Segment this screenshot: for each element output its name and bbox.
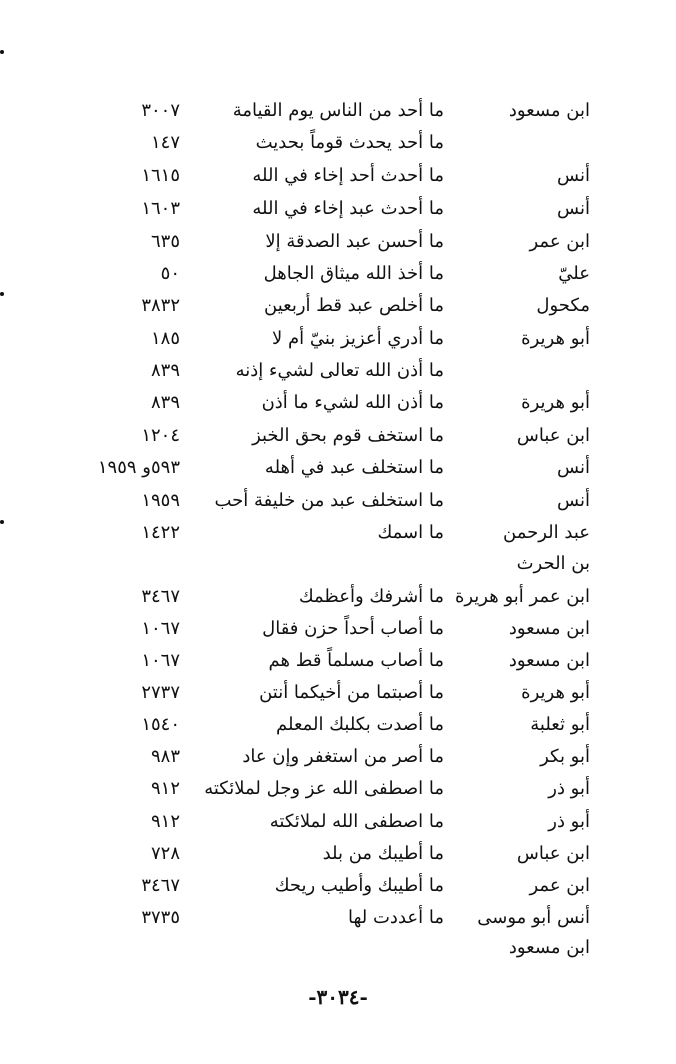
index-row [0,485,676,517]
narrator-name: أنس [557,490,590,511]
narrator-name: أنس [557,198,590,219]
hadith-incipit: ما أطيبك وأطيب ريحك [274,875,444,896]
hadith-incipit: ما اصطفى الله لملائكته [269,811,444,832]
narrator-name: ابن عمر [529,231,590,252]
hadith-number: ١٢٠٤ [141,425,180,446]
hadith-number: ٣٤٦٧ [141,875,180,896]
hadith-incipit: ما أخذ الله ميثاق الجاهل [263,263,444,284]
hadith-incipit: ما أصاب مسلماً قط هم [268,650,444,671]
narrator-name: أبو ذر [548,778,590,799]
index-row [0,290,676,322]
index-row [0,677,676,709]
narrator-name: أبو هريرة [521,328,590,349]
hadith-number: ٩١٢ [150,778,180,799]
index-row [0,838,676,870]
narrator-name: ابن مسعود [508,100,590,121]
index-row [0,870,676,902]
index-row [0,323,676,355]
index-row [0,581,676,613]
hadith-incipit: ما أحدث أحد إخاء في الله [252,165,444,186]
narrator-name: ابن عباس [516,425,590,446]
narrator-name: أنس أبو موسى [477,907,590,928]
narrator-name: ابن عمر أبو هريرة [454,586,590,607]
hadith-number: ٦٣٥ [150,231,180,252]
narrator-name: ابن مسعود [508,650,590,671]
hadith-incipit: ما أحد من الناس يوم القيامة [232,100,444,121]
hadith-incipit: ما أشرفك وأعظمك [298,586,444,607]
narrator-name: ابن عمر [529,875,590,896]
hadith-incipit: ما أصدت بكلبك المعلم [276,714,444,735]
index-row [0,645,676,677]
hadith-number: ٣٤٦٧ [141,586,180,607]
index-row [0,806,676,838]
hadith-number: ١٥٤٠ [141,714,180,735]
narrator-name: أنس [557,165,590,186]
hadith-incipit: ما أصر من استغفر وإن عاد [242,746,444,767]
hadith-incipit: ما أخلص عبد قط أربعين [264,295,444,316]
index-row [0,387,676,419]
narrator-name: أبو ثعلبة [530,714,590,735]
index-row [0,452,676,484]
hadith-incipit: ما أذن الله تعالى لشيء إذنه [235,360,444,381]
hadith-number: ١٤٢٢ [141,522,180,543]
hadith-incipit: ما اصطفى الله عز وجل لملائكته [204,778,444,799]
narrator-name: ابن عباس [516,843,590,864]
index-row [0,420,676,452]
narrator-name: عبد الرحمن [503,522,590,543]
hadith-number: ١٠٦٧ [141,650,180,671]
index-row [0,258,676,290]
hadith-number: ٨٣٩ [150,360,180,381]
index-row [0,709,676,741]
hadith-number: ٣٧٣٥ [141,907,180,928]
hadith-incipit: ما أصاب أحداً حزن فقال [262,618,444,639]
hadith-number: ٥٩٣و ١٩٥٩ [97,457,180,478]
index-row [0,741,676,773]
narrator-name: أبو بكر [540,746,590,767]
hadith-number: ١٦٠٣ [141,198,180,219]
narrator-name: عليّ [558,263,590,284]
hadith-incipit: ما استخلف عبد من خليفة أحب [214,490,444,511]
hadith-number: ٧٢٨ [150,843,180,864]
narrator-name: ابن مسعود [508,618,590,639]
hadith-number: ٣٨٣٢ [141,295,180,316]
narrator-name: مكحول [536,295,590,316]
hadith-incipit: ما استخلف عبد في أهله [264,457,444,478]
hadith-number: ٩١٢ [150,811,180,832]
page-number: -٣٠٣٤- [308,985,368,1009]
index-row [0,193,676,225]
hadith-incipit: ما أصبتما من أخيكما أنتن [259,682,444,703]
hadith-incipit: ما أدري أعزيز بنيّ أم لا [271,328,444,349]
hadith-number: ٥٠ [160,263,180,284]
narrator-name: أبو ذر [548,811,590,832]
narrator-name: أنس [557,457,590,478]
narrator-name: أبو هريرة [521,392,590,413]
index-row [0,613,676,645]
hadith-incipit: ما أحد يحدث قوماً بحديث [255,132,444,153]
hadith-incipit: ما أذن الله لشيء ما أذن [261,392,444,413]
index-row [0,548,676,580]
hadith-number: ٨٣٩ [150,392,180,413]
index-row [0,517,676,549]
hadith-incipit: ما أحسن عبد الصدقة إلا [265,231,444,252]
hadith-number: ٣٠٠٧ [141,100,180,121]
index-row [0,902,676,934]
narrator-name: أبو هريرة [521,682,590,703]
hadith-incipit: ما اسمك [377,522,444,543]
index-row [0,160,676,192]
index-row [0,226,676,258]
hadith-incipit: ما أحدث عبد إخاء في الله [252,198,444,219]
hadith-incipit: ما أطيبك من بلد [322,843,444,864]
narrator-name: ابن مسعود [508,937,590,958]
hadith-number: ٩٨٣ [150,746,180,767]
narrator-name: بن الحرث [516,553,590,574]
index-row [0,932,676,964]
hadith-incipit: ما استخف قوم بحق الخبز [252,425,444,446]
index-row [0,95,676,127]
hadith-number: ٢٧٣٧ [141,682,180,703]
hadith-number: ١٦١٥ [141,165,180,186]
hadith-number: ١٤٧ [150,132,180,153]
hadith-number: ١٠٦٧ [141,618,180,639]
index-row [0,127,676,159]
hadith-incipit: ما أعددت لها [348,907,444,928]
index-row [0,773,676,805]
hadith-number: ١٨٥ [150,328,180,349]
index-row [0,355,676,387]
hadith-number: ١٩٥٩ [141,490,180,511]
